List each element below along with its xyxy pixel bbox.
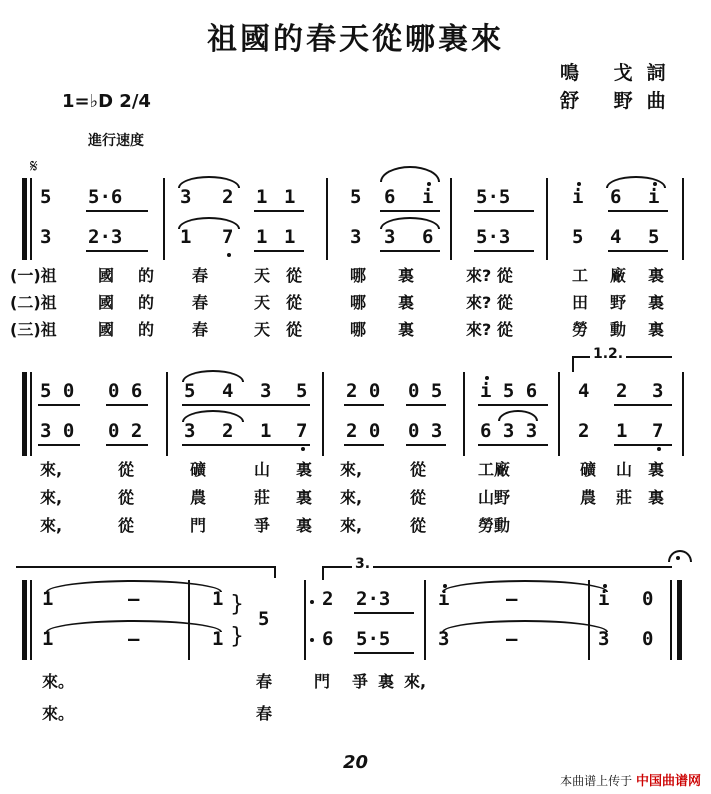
footer-text: 本曲谱上传于 xyxy=(560,774,633,788)
beam-underline xyxy=(478,444,548,446)
high-octave-dot xyxy=(485,376,489,380)
lyric: 來, xyxy=(404,672,427,691)
beam-underline xyxy=(106,444,148,446)
lyric: 勞 xyxy=(572,320,589,339)
note: 1 xyxy=(260,420,272,442)
lyric: 春 xyxy=(192,266,209,285)
lyric: 來? 從 xyxy=(466,320,513,339)
lyric: 裏 xyxy=(648,320,665,339)
brace-lower: } xyxy=(230,624,244,649)
beam-underline xyxy=(344,404,384,406)
note: — xyxy=(506,588,518,610)
barline xyxy=(322,372,324,456)
volta-bracket-edge xyxy=(322,566,324,580)
note: 3 xyxy=(184,420,196,442)
lyric: 爭 xyxy=(254,516,271,535)
note: 2 xyxy=(222,186,234,208)
tie xyxy=(46,620,222,632)
barline xyxy=(682,372,684,456)
lyric: 田 xyxy=(572,293,589,312)
barline xyxy=(326,178,328,260)
barline xyxy=(30,372,32,456)
barline xyxy=(463,372,465,456)
lyric: 農 xyxy=(190,488,207,507)
beam-underline xyxy=(380,210,440,212)
note: 2 0 xyxy=(346,380,381,402)
lyric: 農 xyxy=(580,488,597,507)
beam-underline xyxy=(608,250,668,252)
lyric: 裏 xyxy=(398,266,415,285)
note: 5 0 xyxy=(40,380,75,402)
lyric: 門 xyxy=(314,672,331,691)
lyric: 天 xyxy=(254,320,271,339)
lyric: 哪 xyxy=(350,293,367,312)
lyric: 來, xyxy=(40,488,63,507)
beam-underline xyxy=(254,210,304,212)
slur xyxy=(182,410,244,422)
lyric: 的 xyxy=(138,266,155,285)
note: i xyxy=(438,588,450,610)
barline xyxy=(30,178,32,260)
note: 0 xyxy=(642,588,654,610)
note: 4 xyxy=(610,226,622,248)
barline xyxy=(588,580,590,660)
note: 3 xyxy=(384,226,396,248)
lyric: 春 xyxy=(256,672,273,691)
note: i 5 6 xyxy=(480,380,538,402)
volta-bracket-edge xyxy=(572,356,574,372)
beam-underline xyxy=(86,210,148,212)
fermata-dot xyxy=(676,556,680,560)
note: 4 xyxy=(578,380,590,402)
note: 7 xyxy=(222,226,234,248)
note: i xyxy=(648,186,660,208)
beam-underline xyxy=(474,250,534,252)
volta-bracket-edge xyxy=(274,566,276,578)
volta-bracket xyxy=(16,566,276,568)
lyric: 天 xyxy=(254,266,271,285)
volta-label: 1.2. xyxy=(590,346,626,362)
note: 0 5 xyxy=(408,380,443,402)
song-title: 祖國的春天從哪裏來 xyxy=(207,22,504,57)
beam-underline xyxy=(86,250,148,252)
low-octave-dot xyxy=(657,447,661,451)
beam-underline xyxy=(474,210,534,212)
lyric: 從 xyxy=(410,460,427,479)
lyric: 來。 xyxy=(42,704,75,723)
note: 3 xyxy=(598,628,610,650)
note: 3 xyxy=(438,628,450,650)
note: 1 xyxy=(180,226,192,248)
slur xyxy=(498,410,538,421)
note: 2 xyxy=(222,420,234,442)
high-octave-dot xyxy=(603,584,607,588)
note: 5 xyxy=(258,608,270,630)
lyric: 從 xyxy=(286,293,303,312)
note: 7 xyxy=(296,420,308,442)
note: 1 xyxy=(256,186,268,208)
final-barline-thick xyxy=(677,580,682,660)
lyric: 來。 xyxy=(42,672,75,691)
lyric: 山 xyxy=(254,460,271,479)
tie xyxy=(442,620,608,632)
note: — xyxy=(128,628,140,650)
note: 5·3 xyxy=(476,226,511,248)
barline xyxy=(546,178,548,260)
lyric: 從 xyxy=(286,266,303,285)
beam-underline xyxy=(106,404,148,406)
brace-upper: } xyxy=(230,592,244,617)
note: 0 xyxy=(642,628,654,650)
system-3-bracket xyxy=(22,580,27,660)
tie xyxy=(442,580,608,592)
note: — xyxy=(506,628,518,650)
lyric: 來, xyxy=(340,516,363,535)
beam-underline xyxy=(380,250,440,252)
note: 2 0 xyxy=(346,420,381,442)
note: 5·6 xyxy=(88,186,123,208)
lyric: 的 xyxy=(138,320,155,339)
note: 1 xyxy=(42,588,54,610)
lyric: (三)祖 xyxy=(10,320,57,339)
lyric: 裏 xyxy=(648,266,665,285)
note: 5·5 xyxy=(476,186,511,208)
lyric: 門 xyxy=(190,516,207,535)
note: i xyxy=(422,186,434,208)
lyricist-credit: 鳴 戈詞 xyxy=(560,62,680,84)
high-octave-dot xyxy=(443,584,447,588)
final-barline xyxy=(670,580,672,660)
note: 1 xyxy=(616,420,628,442)
lyric: 國 xyxy=(98,320,115,339)
slur xyxy=(380,166,440,182)
lyric: 從 xyxy=(118,516,135,535)
lyric: 勞動 xyxy=(478,516,511,535)
beam-underline xyxy=(608,210,668,212)
note: 6 xyxy=(610,186,622,208)
lyric: 野 xyxy=(610,293,627,312)
lyric: 莊 xyxy=(616,488,633,507)
beam-underline xyxy=(182,444,310,446)
lyric: 從 xyxy=(410,488,427,507)
beam-underline xyxy=(614,444,672,446)
lyric: 廠 xyxy=(610,266,627,285)
high-octave-dot xyxy=(427,182,431,186)
slur xyxy=(178,176,240,188)
barline xyxy=(450,178,452,260)
note: 4 xyxy=(222,380,234,402)
lyric: 春 xyxy=(256,704,273,723)
beam-underline xyxy=(406,404,446,406)
lyric: 裏 xyxy=(378,672,395,691)
lyric: 哪 xyxy=(350,266,367,285)
lyric: 裏 xyxy=(296,488,313,507)
beam-underline xyxy=(478,404,548,406)
system-1-bracket xyxy=(22,178,27,260)
note: 1 xyxy=(284,186,296,208)
lyric: 裏 xyxy=(648,293,665,312)
lyric: 礦 xyxy=(190,460,207,479)
note: 5·5 xyxy=(356,628,391,650)
lyric: 裏 xyxy=(648,488,665,507)
barline xyxy=(424,580,426,660)
note: 5 xyxy=(572,226,584,248)
fermata xyxy=(668,550,692,562)
lyric: 來? 從 xyxy=(466,266,513,285)
note: 3 0 xyxy=(40,420,75,442)
lyric: 來, xyxy=(340,460,363,479)
lyric: 工廠 xyxy=(478,460,511,479)
barline xyxy=(30,580,32,660)
note: 5 xyxy=(184,380,196,402)
lyric: 天 xyxy=(254,293,271,312)
page-number: 20 xyxy=(342,752,369,773)
barline xyxy=(166,372,168,456)
note: 2 xyxy=(322,588,334,610)
beam-underline xyxy=(614,404,672,406)
lyric: 從 xyxy=(118,488,135,507)
segno-sign: 𝄋 xyxy=(30,156,38,177)
note: 5 xyxy=(350,186,362,208)
note: i xyxy=(572,186,584,208)
note: 6 3 3 xyxy=(480,420,538,442)
note: 3 xyxy=(180,186,192,208)
high-octave-dot xyxy=(577,182,581,186)
barline xyxy=(558,372,560,456)
lyric: 裏 xyxy=(296,460,313,479)
lyric: 動 xyxy=(610,320,627,339)
beam-underline xyxy=(354,652,414,654)
note: 1 xyxy=(284,226,296,248)
high-octave-dot xyxy=(653,182,657,186)
lyric: 來, xyxy=(40,460,63,479)
lyric: 從 xyxy=(410,516,427,535)
lyric: 來, xyxy=(40,516,63,535)
note: 3 xyxy=(260,380,272,402)
note: 5 xyxy=(648,226,660,248)
lyric: 裏 xyxy=(398,293,415,312)
note: 1 xyxy=(256,226,268,248)
lyric: 工 xyxy=(572,266,589,285)
volta-bracket xyxy=(322,566,672,568)
lyric: 莊 xyxy=(254,488,271,507)
footer xyxy=(560,770,701,789)
note: 2·3 xyxy=(356,588,391,610)
note: — xyxy=(128,588,140,610)
lyric: 來? 從 xyxy=(466,293,513,312)
tempo-marking: 進行速度 xyxy=(88,133,144,149)
lyric: 國 xyxy=(98,266,115,285)
note: i xyxy=(598,588,610,610)
lyric: 從 xyxy=(118,460,135,479)
beam-underline xyxy=(38,444,80,446)
tie xyxy=(46,580,222,592)
lyric: 的 xyxy=(138,293,155,312)
lyric: 裏 xyxy=(398,320,415,339)
lyric: 國 xyxy=(98,293,115,312)
note: 0 6 xyxy=(108,380,143,402)
note: 0 2 xyxy=(108,420,143,442)
lyric: 從 xyxy=(286,320,303,339)
lyric: 山 xyxy=(616,460,633,479)
beam-underline xyxy=(344,444,384,446)
low-octave-dot xyxy=(227,253,231,257)
slur xyxy=(380,217,440,229)
lyric: (一)祖 xyxy=(10,266,57,285)
lyric: 哪 xyxy=(350,320,367,339)
note: 1 xyxy=(42,628,54,650)
note: 2 xyxy=(578,420,590,442)
lyric: 礦 xyxy=(580,460,597,479)
beam-underline xyxy=(182,404,310,406)
note: 6 xyxy=(384,186,396,208)
beam-underline xyxy=(254,250,304,252)
slur xyxy=(606,176,666,188)
note: 3 xyxy=(40,226,52,248)
system-2-bracket xyxy=(22,372,27,456)
lyric: 春 xyxy=(192,293,209,312)
note: 2 xyxy=(616,380,628,402)
lyric: 山野 xyxy=(478,488,511,507)
barline xyxy=(304,580,306,660)
barline xyxy=(163,178,165,260)
lyric: 爭 xyxy=(352,672,369,691)
slur xyxy=(178,217,240,229)
note: 2·3 xyxy=(88,226,123,248)
lyric: 裏 xyxy=(296,516,313,535)
repeat-dot xyxy=(310,638,314,642)
note: 6 xyxy=(422,226,434,248)
beam-underline xyxy=(38,404,80,406)
slur xyxy=(182,370,244,382)
key-signature: 1=♭D 2/4 xyxy=(62,91,151,112)
lyric: 裏 xyxy=(648,460,665,479)
site-logo[interactable]: 中国曲谱网 xyxy=(635,774,701,789)
note: 3 xyxy=(350,226,362,248)
note: 1 xyxy=(212,628,224,650)
lyric: 來, xyxy=(340,488,363,507)
lyric: (二)祖 xyxy=(10,293,57,312)
beam-underline xyxy=(406,444,446,446)
barline xyxy=(188,580,190,660)
note: 6 xyxy=(322,628,334,650)
note: 5 xyxy=(40,186,52,208)
note: 0 3 xyxy=(408,420,443,442)
barline xyxy=(682,178,684,260)
note: 1 xyxy=(212,588,224,610)
composer-credit: 舒 野曲 xyxy=(560,90,680,112)
volta-label: 3. xyxy=(352,556,373,572)
note: 5 xyxy=(296,380,308,402)
repeat-dot xyxy=(310,600,314,604)
note: 3 xyxy=(652,380,664,402)
low-octave-dot xyxy=(301,447,305,451)
beam-underline xyxy=(354,612,414,614)
lyric: 春 xyxy=(192,320,209,339)
note: 7 xyxy=(652,420,664,442)
